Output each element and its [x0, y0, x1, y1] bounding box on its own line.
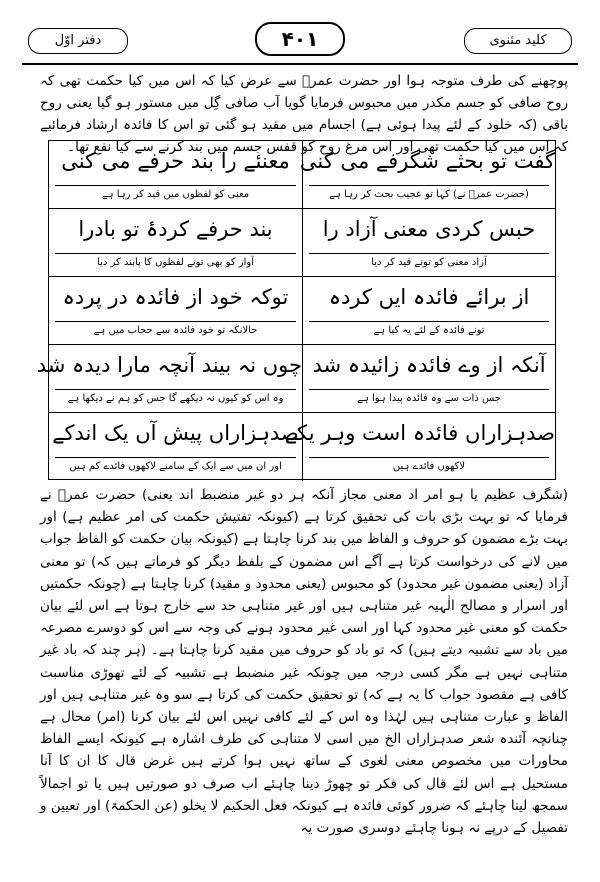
verse-second-hemistich — [49, 141, 302, 209]
verse-row — [49, 141, 555, 209]
verse-first-hemistich — [299, 141, 555, 209]
verse-first-hemistich — [302, 345, 555, 413]
verse-gloss: اور ان میں سے ایک کے سامنے لاکھوں فائدے کم ہیں — [55, 457, 296, 475]
verse-line: چوں نہ بیند آنچہ مارا دیدہ شد — [36, 353, 302, 377]
verse-first-hemistich — [284, 413, 555, 481]
header-rule — [22, 63, 578, 65]
verse-row — [49, 413, 555, 481]
book-title: کلید مثنوی — [464, 28, 572, 54]
verse-row — [49, 209, 555, 277]
verse-gloss: لاکھوں فائدے ہیں — [309, 457, 549, 475]
verse-second-hemistich — [49, 413, 302, 481]
verse-gloss: آواز کو بھی تونے لفظوں کا پابند کر دیا — [55, 253, 296, 271]
verse-gloss: آزاد معنی کو تونے قید کر دیا — [309, 253, 549, 271]
volume-label: دفتر اوّل — [28, 28, 128, 54]
verse-gloss: تونے فائدہ کے لئے یہ کیا ہے — [309, 321, 549, 339]
verse-line: صدہزاراں فائدہ است وہر یکے — [284, 421, 555, 445]
verse-first-hemistich — [302, 209, 555, 277]
verse-gloss: حالانکہ تو خود فائدہ سے حجاب میں ہے — [55, 321, 296, 339]
verse-second-hemistich — [36, 345, 302, 413]
verse-row — [49, 277, 555, 345]
verse-second-hemistich — [49, 209, 302, 277]
verse-line: توکہ خود از فائدہ در پردہ — [62, 285, 289, 309]
page-number: ۴۰۱ — [255, 22, 345, 56]
verse-gloss: وہ اس کو کیوں نہ دیکھے گا جس کو ہم نے دیکھا ہے — [55, 389, 296, 407]
verse-line: گفت تو بحثے شگرفے می کنی — [299, 149, 555, 173]
commentary-paragraph: (شگرف عظیم یا ہو امر اد معنی مجاز آنکہ ہر دو غیر منضبط اند یعنی) حضرت عمرؓ نے فرمایا کہ تو بہت بڑی بات کی تحقیق کرتا ہے (کیونکہ تفتیش حکمت کی امر عظیم ہے) اور بہت بڑے مضمون کو حروف و الفاظ میں بند کرنا چاہتا ہے (کیونکہ بیان حکمت کو الفاظ جواب میں لانے کی درخواست کرتا ہے آگے اس مضمون کے بلفظ دیگر کو فرماتے ہیں کہ) تو معنی آزاد (یعنی مضمون غیر محدود) کو محبوس (یعنی محدود و مقید) کرنا چاہتا ہے (چونکہ حکمتیں اور اسرار و مصالح الٰہیہ غیر متناہی ہیں اور غیر متناہی حد سے خارج ہوتا ہے اس لئے بیان حکمت کو معنی غیر محدود کہا اور اسی غیر محدود ہونے کی وجہ سے اس کو دوسرے مصرعہ میں باد سے تشبیہ دیتے ہیں) کہ تو باد کو حروف میں مقید کرنا چاہتا ہے۔ (ہر چند کہ باد غیر متناہی نہیں ہے مگر کسی درجہ میں چونکہ غیر منضبط ہے تشبیہ کے لئے تھوڑی مناسبت کافی ہے مقصود جواب کا یہ ہے کہ) تو تحقیق حکمت کی کرتا ہے سو وہ غیر متناہی ہیں اور الفاظ و عبارت متناہی ہیں لہٰذا وہ اس کے لئے کافی نہیں اس لئے بیان کرنا (امر) محال ہے چنانچہ آئندہ شعر صدہزاراں الخ میں اسی لا متناہی کی طرف اشارہ ہے کیونکہ ایسے الفاظ محاورات میں مخصوص معنی لغوی کے ساتھ نہیں ہوا کرتے ہیں غرض قال کا ان کا آنا مستحیل ہے اس لئے قال کی فکر تو چھوڑ دینا چاہئے اب صرف دو صورتیں ہیں یا تو اجمالاً سمجھ لینا چاہئے کہ ضرور کوئی فائدہ ہے کیونکہ فعل الحکیم لا یخلو (عن الحکمۃ) اور تعیین و تفصیل کے درپے نہ ہونا چاہئے دوسری صورت یہ — [40, 487, 568, 837]
verse-table — [36, 140, 556, 480]
page-header — [0, 22, 600, 66]
verse-gloss: جس ذات سے وہ فائدہ پیدا ہوا ہے — [309, 389, 549, 407]
verse-gloss: معنی کو لفظوں میں قید کر رہا ہے — [55, 185, 296, 203]
verse-line: بند حرفے کردۂ تو بادرا — [78, 217, 273, 241]
verse-line: صدہزاراں پیش آں یک اندکے — [52, 421, 299, 445]
verse-row — [36, 345, 555, 413]
verse-line: آنکہ از وے فائدہ زائیدہ شد — [312, 353, 546, 377]
verse-line: حبس کردی معنی آزاد را — [322, 217, 536, 241]
verse-gloss: (حضرت عمرؓ نے) کہا تو عجیب بحث کر رہا ہے — [309, 185, 549, 203]
intro-paragraph: پوچھنے کی طرف متوجہ ہوا اور حضرت عمرؓ سے عرض کیا کہ اس میں کیا حکمت تھی کہ روح صافی کو جسم مکدر میں محبوس فرمایا گویا آب صافی گِل میں مستور ہو گیا یعنی روح باقی (کہ خلود کے لئے پیدا ہوئی ہے) اجسام میں مقید ہو گئی تو اس کا فائدہ ارشاد فرمائیے کہ اس میں کیا حکمت تھی اور اس مرغ روح کو قفس جسم میں بند کرنے سے کیا نفع تھا۔ — [40, 73, 568, 155]
verse-line: از برائے فائدہ ایں کردہ — [328, 285, 530, 309]
verse-second-hemistich — [49, 277, 302, 345]
verse-first-hemistich — [302, 277, 555, 345]
verse-line: معنئے را بند حرفے می کنی — [61, 149, 290, 173]
